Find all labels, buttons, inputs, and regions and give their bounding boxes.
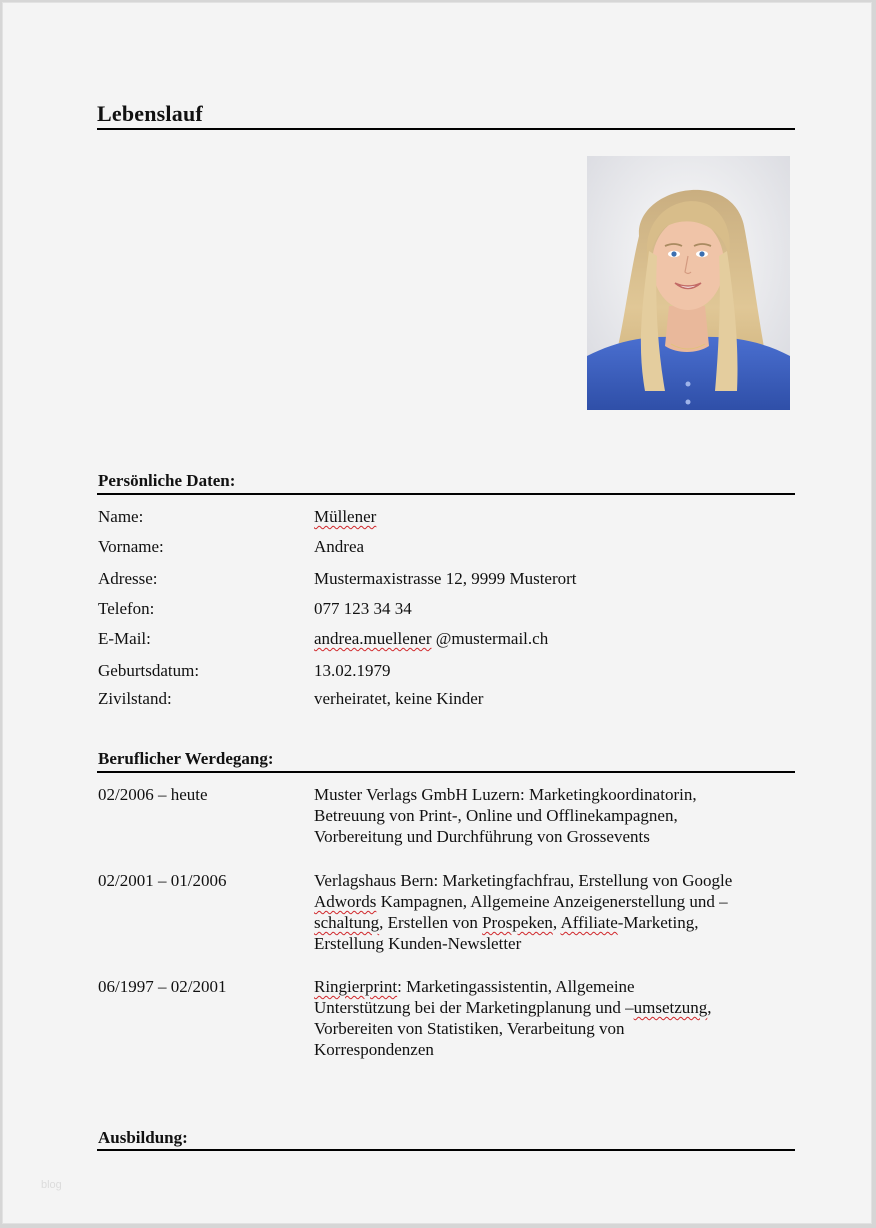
education-divider	[97, 1149, 795, 1151]
career-text: -Marketing,	[617, 913, 699, 932]
career-line	[314, 976, 794, 997]
section-heading-career: Beruflicher Werdegang:	[98, 749, 274, 768]
section-heading-education: Ausbildung:	[98, 1128, 188, 1147]
misspelled-word: Prospeken	[482, 913, 553, 932]
value-name: Müllener	[314, 507, 377, 526]
document-page	[2, 2, 872, 1224]
section-heading-personal: Persönliche Daten:	[98, 471, 236, 490]
career-line	[314, 912, 794, 933]
career-line: Korrespondenzen	[314, 1040, 434, 1059]
value-birthdate: 13.02.1979	[314, 661, 391, 680]
misspelled-word: umsetzung	[633, 998, 708, 1017]
portrait-photo	[587, 156, 790, 410]
career-line: Vorbereitung und Durchführung von Grossevents	[314, 827, 650, 846]
value-address: Mustermaxistrasse 12, 9999 Musterort	[314, 569, 577, 588]
value-email	[314, 628, 794, 649]
career-period: 02/2001 – 01/2006	[98, 871, 227, 890]
label-firstname: Vorname:	[98, 537, 164, 556]
career-period: 06/1997 – 02/2001	[98, 977, 227, 996]
career-line	[314, 891, 794, 912]
label-civil-status: Zivilstand:	[98, 689, 172, 708]
career-line: Erstellung Kunden-Newsletter	[314, 934, 522, 953]
personal-divider	[97, 493, 795, 495]
career-text: Unterstützung bei der Marketingplanung und –	[314, 998, 634, 1017]
misspelled-word: Affiliate	[560, 913, 618, 932]
misspelled-word: Adwords	[314, 892, 377, 911]
document-title: Lebenslauf	[97, 101, 203, 126]
watermark: blog	[41, 1179, 62, 1191]
career-line: Vorbereiten von Statistiken, Verarbeitung von	[314, 1019, 625, 1038]
career-text: : Marketingassistentin, Allgemeine	[397, 977, 635, 996]
email-domain-part: @mustermail.ch	[431, 629, 549, 648]
career-period: 02/2006 – heute	[98, 785, 208, 804]
career-line: Betreuung von Print-, Online und Offlinekampagnen,	[314, 806, 678, 825]
career-text: Kampagnen, Allgemeine Anzeigenerstellung und –	[376, 892, 728, 911]
career-line	[314, 997, 794, 1018]
label-phone: Telefon:	[98, 599, 155, 618]
career-description	[314, 976, 794, 1060]
label-address: Adresse:	[98, 569, 158, 588]
email-user-part: andrea.muellener	[314, 629, 432, 648]
career-text: ,	[707, 998, 712, 1017]
title-divider	[97, 128, 795, 130]
career-description	[314, 870, 794, 954]
misspelled-word: Ringierprint	[314, 977, 398, 996]
career-line: Muster Verlags GmbH Luzern: Marketingkoordinatorin,	[314, 785, 697, 804]
label-name: Name:	[98, 507, 144, 526]
value-civil-status: verheiratet, keine Kinder	[314, 689, 484, 708]
career-line: Verlagshaus Bern: Marketingfachfrau, Erstellung von Google	[314, 871, 733, 890]
label-birthdate: Geburtsdatum:	[98, 661, 200, 680]
career-divider	[97, 771, 795, 773]
career-text: ,	[552, 913, 561, 932]
career-text: , Erstellen von	[379, 913, 483, 932]
career-description	[314, 784, 794, 847]
value-phone: 077 123 34 34	[314, 599, 412, 618]
misspelled-word: schaltung	[314, 913, 380, 932]
portrait-illustration-icon	[587, 156, 790, 410]
label-email: E-Mail:	[98, 629, 151, 648]
value-firstname: Andrea	[314, 537, 365, 556]
